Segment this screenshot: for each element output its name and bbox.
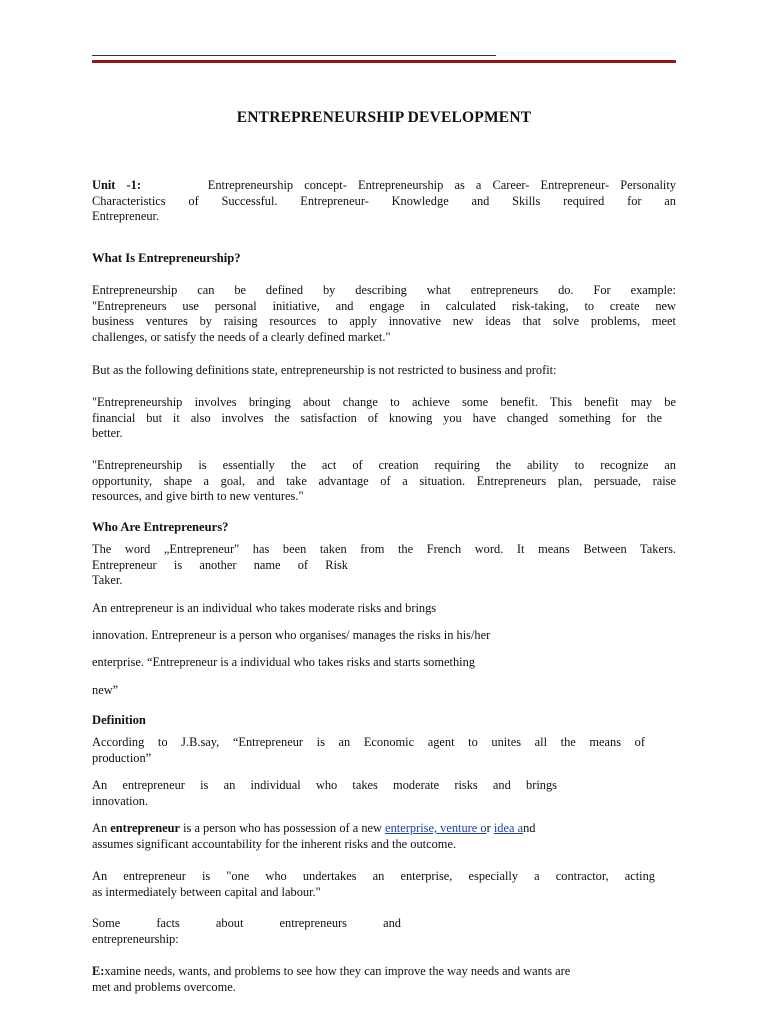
heading-what-is: What Is Entrepreneurship? <box>92 251 241 265</box>
possession-line-2: assumes significant accountability for the inherent risks and the outcome. <box>92 836 457 851</box>
heading-definition: Definition <box>92 713 146 727</box>
unit-line-2: Characteristics of Successful. Entrepreneur- Knowledge and Skills required for an <box>92 193 676 208</box>
unit-line-1-text: Entrepreneurship concept- Entrepreneurship as a Career- Entrepreneur- Personality <box>207 178 676 192</box>
examine-text: xamine needs, wants, and problems to see how they can improve the way needs and wants are <box>104 964 571 978</box>
paragraph-an-entrepreneur-2 <box>92 778 557 809</box>
unit-line-1 <box>92 178 676 194</box>
unit-paragraph <box>92 178 676 225</box>
undertakes-line-2: as intermediately between capital and labour." <box>92 884 321 899</box>
what-line-1: Entrepreneurship can be defined by describing what entrepreneurs do. For example: <box>92 283 676 297</box>
q2-line-1: "Entrepreneurship is essentially the act of creation requiring the ability to recognize an <box>92 458 676 472</box>
possession-line-1 <box>92 821 676 837</box>
entrepreneur-bold-term: entrepreneur <box>110 821 180 835</box>
jb-line-2: production” <box>92 750 152 765</box>
word-line-2: Entrepreneur is another name of Risk <box>92 557 348 572</box>
examine-bold-letter: E: <box>92 964 105 978</box>
possession-text-b: is a person who has possession of a new <box>180 821 386 835</box>
paragraph-what-is <box>92 283 676 345</box>
idea-link[interactable]: idea a <box>493 821 524 835</box>
paragraph-enterprise: enterprise. “Entrepreneur is a individual who takes risks and starts something <box>92 655 475 669</box>
paragraph-quote-1 <box>92 395 676 442</box>
jb-line-1: According to J.B.say, “Entrepreneur is an Economic agent to unites all the means of <box>92 735 645 749</box>
paragraph-new: new” <box>92 683 119 697</box>
q1-line-3: better. <box>92 426 123 440</box>
an2-line-2: innovation. <box>92 793 149 808</box>
possession-text-a: An <box>92 821 111 835</box>
paragraph-examine <box>92 964 676 995</box>
facts-line-2: entrepreneurship: <box>92 931 179 946</box>
word-line-3: Taker. <box>92 573 123 587</box>
paragraph-some-facts <box>92 916 401 947</box>
unit-line-3: Entrepreneur. <box>92 209 160 223</box>
header-thick-rule <box>92 60 676 63</box>
paragraph-innovation: innovation. Entrepreneur is a person who organises/ manages the risks in his/her <box>92 628 491 642</box>
possession-text-c: r <box>486 821 494 835</box>
header-thin-rule <box>92 55 496 56</box>
paragraph-jb-say <box>92 735 645 766</box>
paragraph-undertakes <box>92 869 655 900</box>
q1-line-1: "Entrepreneurship involves bringing about change to achieve some benefit. This benefit may be <box>92 395 676 409</box>
q2-line-2: opportunity, shape a goal, and take advantage of a situation. Entrepreneurs plan, persuade, raise <box>92 473 676 488</box>
an2-line-1: An entrepreneur is an individual who takes moderate risks and brings <box>92 778 557 792</box>
heading-who-are: Who Are Entrepreneurs? <box>92 520 229 534</box>
q1-line-2: financial but it also involves the satisfaction of knowing you have changed something for the <box>92 410 662 425</box>
undertakes-line-1: An entrepreneur is "one who undertakes an enterprise, especially a contractor, acting <box>92 869 655 883</box>
facts-line-1: Some facts about entrepreneurs and <box>92 916 401 930</box>
what-line-3: business ventures by raising resources to apply innovative new ideas that solve problems, meet <box>92 314 676 328</box>
paragraph-possession <box>92 821 676 852</box>
what-line-4: challenges, or satisfy the needs of a clearly defined market." <box>92 329 391 344</box>
examine-line-2: met and problems overcome. <box>92 979 236 994</box>
unit-label: Unit -1: <box>92 178 141 192</box>
paragraph-an-entrepreneur-1: An entrepreneur is an individual who takes moderate risks and brings <box>92 601 437 615</box>
document-title: ENTREPRENEURSHIP DEVELOPMENT <box>236 109 532 126</box>
word-line-1: The word „Entrepreneur" has been taken from the French word. It means Between Takers. <box>92 542 676 556</box>
examine-line-1 <box>92 964 676 980</box>
q2-line-3: resources, and give birth to new ventures." <box>92 489 304 503</box>
what-line-2: "Entrepreneurs use personal initiative, and engage in calculated risk-taking, to create new <box>92 298 676 313</box>
paragraph-word <box>92 542 676 589</box>
possession-text-d: nd <box>523 821 536 835</box>
paragraph-but: But as the following definitions state, entrepreneurship is not restricted to business and profit: <box>92 363 557 377</box>
enterprise-venture-link[interactable]: enterprise, venture o <box>385 821 487 835</box>
paragraph-quote-2 <box>92 458 676 505</box>
